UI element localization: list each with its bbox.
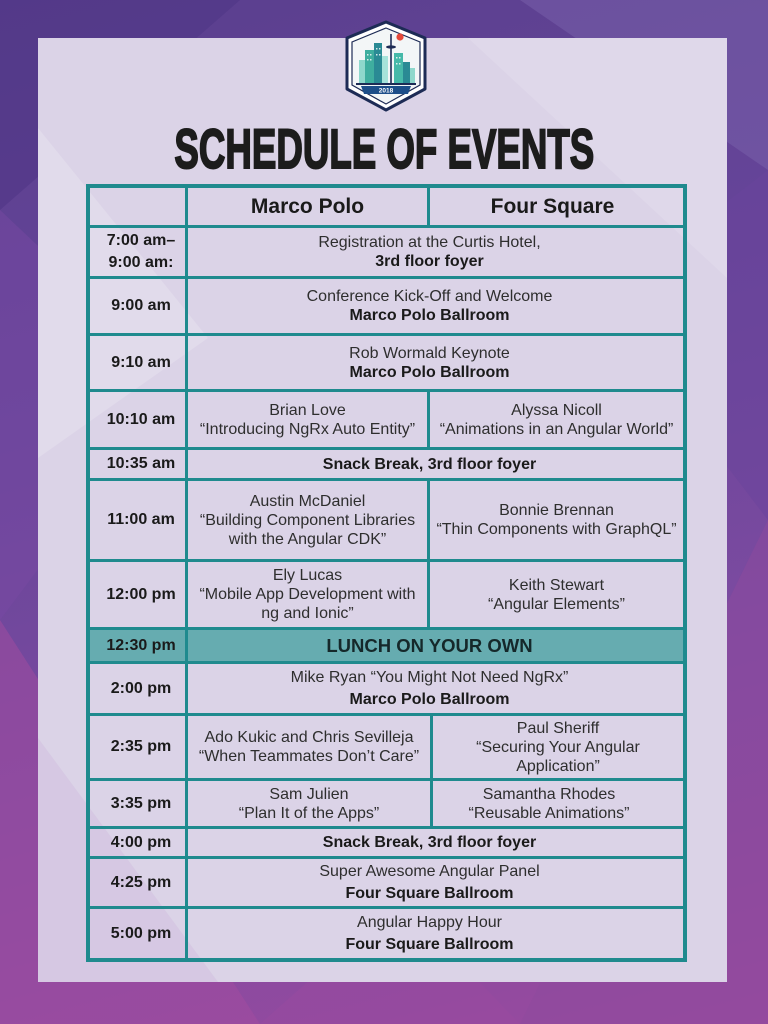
schedule-row <box>90 225 683 276</box>
speaker-name: Ado Kukic and Chris Sevilleja <box>204 729 414 746</box>
event-cell <box>188 664 683 713</box>
talk-title: “Introducing NgRx Auto Entity” <box>199 420 416 438</box>
talk-title: “Reusable Animations” <box>468 804 630 822</box>
time-cell: 4:00 pm <box>90 829 188 856</box>
schedule-row <box>90 333 683 389</box>
time-cell: 2:35 pm <box>90 716 188 778</box>
four-square-session <box>430 562 683 627</box>
event-cell <box>188 336 683 389</box>
header-four-square-cell <box>430 188 683 225</box>
marco-polo-session <box>188 481 430 559</box>
event-cell <box>188 450 683 478</box>
four-square-session <box>433 716 683 778</box>
marco-polo-session <box>188 562 430 627</box>
time-cell: 4:25 pm <box>90 859 188 906</box>
speaker-name: Alyssa Nicoll <box>511 401 602 419</box>
schedule-row <box>90 856 683 906</box>
marco-polo-session <box>188 716 433 778</box>
event-location: Marco Polo Ballroom <box>349 363 510 381</box>
event-cell <box>188 228 683 276</box>
marco-polo-session <box>188 781 433 826</box>
talk-title: “Building Component Libraries with the Angular CDK” <box>199 511 416 548</box>
logo-year: 2018 <box>378 87 394 95</box>
table-header-row <box>90 188 683 225</box>
speaker-name: Sam Julien <box>269 785 349 803</box>
speaker-name: Samantha Rhodes <box>482 785 616 803</box>
talk-title: “Animations in an Angular World” <box>439 420 674 438</box>
event-title: Rob Wormald Keynote <box>349 344 510 362</box>
city-skyline-badge-icon <box>344 20 428 112</box>
event-title: Conference Kick-Off and Welcome <box>306 288 553 305</box>
event-location: Marco Polo Ballroom <box>349 690 510 708</box>
time-cell: 12:00 pm <box>90 562 188 627</box>
event-cell <box>188 909 683 958</box>
event-cell <box>188 829 683 856</box>
event-location: 3rd floor foyer <box>375 253 484 270</box>
event-location: Marco Polo Ballroom <box>349 307 510 324</box>
time-cell: 2:00 pm <box>90 664 188 713</box>
time-cell: 11:00 am <box>90 481 188 559</box>
schedule-row <box>90 447 683 478</box>
event-cell <box>188 859 683 906</box>
event-title: Registration at the Curtis Hotel, <box>318 234 541 251</box>
time-cell: 3:35 pm <box>90 781 188 826</box>
event-cell <box>188 630 683 661</box>
sun-icon <box>396 33 403 40</box>
event-title: Mike Ryan “You Might Not Need NgRx” <box>290 668 569 686</box>
time-cell: 9:00 am <box>90 279 188 333</box>
talk-title: “When Teammates Don’t Care” <box>198 748 420 765</box>
lunch-label: LUNCH ON YOUR OWN <box>326 634 533 656</box>
event-location: Four Square Ballroom <box>345 884 514 902</box>
schedule-row <box>90 276 683 333</box>
talk-title: “Angular Elements” <box>488 595 625 613</box>
snack-break-label: Snack Break, 3rd floor foyer <box>322 455 537 473</box>
page-title: SCHEDULE OF EVENTS <box>174 117 595 180</box>
four-square-session <box>430 392 683 447</box>
event-title: Super Awesome Angular Panel <box>319 862 540 880</box>
header-marco-polo: Marco Polo <box>250 194 365 218</box>
header-four-square: Four Square <box>490 194 615 218</box>
speaker-name: Bonnie Brennan <box>499 502 614 519</box>
time-cell: 7:00 am– 9:00 am: <box>90 228 188 276</box>
schedule-table <box>86 184 687 962</box>
event-title: Angular Happy Hour <box>357 913 502 931</box>
schedule-row <box>90 559 683 627</box>
schedule-row <box>90 906 683 958</box>
speaker-name: Paul Sheriff <box>516 719 600 737</box>
schedule-row <box>90 389 683 447</box>
header-time-cell <box>90 188 188 225</box>
speaker-name: Ely Lucas <box>272 567 343 584</box>
schedule-row <box>90 826 683 856</box>
schedule-row <box>90 478 683 559</box>
speaker-name: Keith Stewart <box>508 576 605 594</box>
four-square-session <box>433 781 683 826</box>
snack-break-label: Snack Break, 3rd floor foyer <box>322 834 537 851</box>
time-cell: 9:10 am <box>90 336 188 389</box>
speaker-name: Brian Love <box>269 401 346 419</box>
talk-title: “Plan It of the Apps” <box>238 804 380 822</box>
marco-polo-session <box>188 392 430 447</box>
event-location: Four Square Ballroom <box>345 935 514 953</box>
talk-title: “Mobile App Development with ng and Ionic” <box>199 586 416 622</box>
schedule-row <box>90 713 683 778</box>
schedule-row <box>90 778 683 826</box>
header-marco-polo-cell <box>188 188 430 225</box>
talk-title: “Securing Your Angular Application” <box>476 738 640 775</box>
speaker-name: Austin McDaniel <box>249 492 366 510</box>
event-cell <box>188 279 683 333</box>
time-cell: 5:00 pm <box>90 909 188 958</box>
four-square-session <box>430 481 683 559</box>
schedule-row <box>90 661 683 713</box>
talk-title: “Thin Components with GraphQL” <box>436 521 677 538</box>
time-cell: 10:35 am <box>90 450 188 478</box>
time-cell: 10:10 am <box>90 392 188 447</box>
time-cell: 12:30 pm <box>90 630 188 661</box>
schedule-row-lunch <box>90 627 683 661</box>
